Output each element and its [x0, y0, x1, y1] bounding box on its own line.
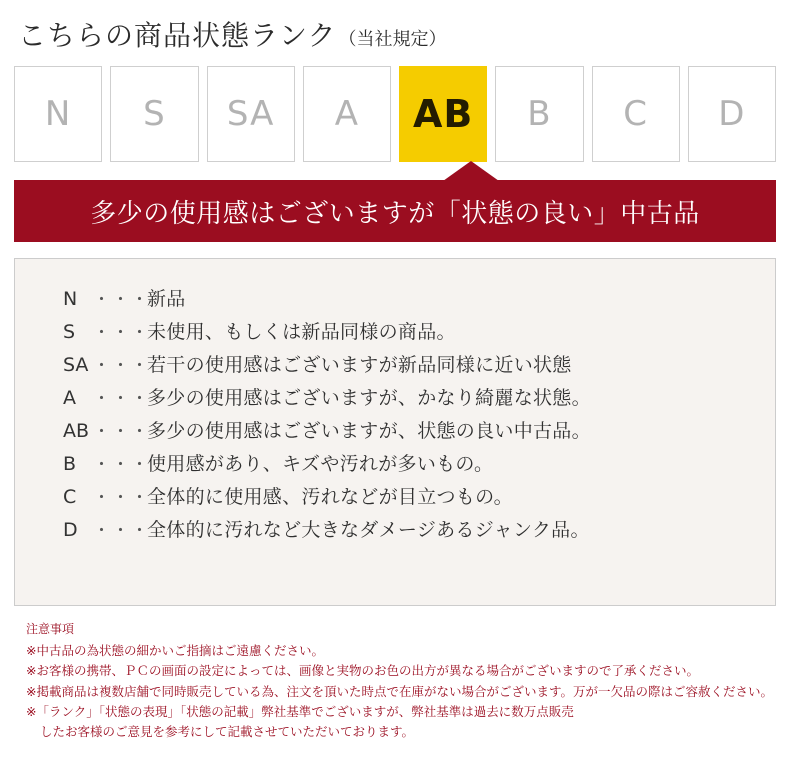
rank-box-d[interactable]: D — [688, 66, 776, 162]
definition-code: B — [63, 453, 77, 475]
rank-box-sa[interactable]: SA — [207, 66, 295, 162]
definition-text: 多少の使用感はございますが、かなり綺麗な状態。 — [147, 387, 591, 409]
selected-rank-banner: 多少の使用感はございますが「状態の良い」中古品 — [14, 180, 776, 242]
definition-code: S — [63, 321, 76, 343]
definition-text: 新品 — [147, 288, 186, 310]
triangle-pointer-icon — [443, 161, 499, 181]
definition-separator: ・・・ — [93, 455, 150, 475]
definition-separator: ・・・ — [93, 356, 150, 376]
page-title — [14, 0, 776, 62]
definition-separator: ・・・ — [93, 488, 150, 508]
rank-definition-table — [14, 258, 776, 606]
note-line: ※「ランク」「状態の表現」「状態の記載」弊社基準でございますが、弊社基準は過去に数万点販売 — [26, 703, 574, 719]
definition-code: N — [63, 288, 78, 310]
definition-code: D — [63, 519, 78, 541]
definition-code: SA — [63, 354, 89, 376]
notes-section — [14, 620, 776, 742]
rank-box-c[interactable]: C — [592, 66, 680, 162]
definition-row — [25, 380, 765, 413]
rank-box-n[interactable]: N — [14, 66, 102, 162]
definition-separator: ・・・ — [93, 389, 150, 409]
definition-row — [25, 314, 765, 347]
selected-rank-banner-wrap — [14, 180, 776, 242]
rank-box-a[interactable]: A — [303, 66, 391, 162]
definition-text: 全体的に使用感、汚れなどが目立つもの。 — [147, 486, 513, 508]
rank-box-s[interactable]: S — [110, 66, 198, 162]
definition-row — [25, 281, 765, 314]
definition-separator: ・・・ — [93, 521, 150, 541]
definition-code: C — [63, 486, 77, 508]
definition-separator: ・・・ — [93, 422, 150, 442]
definition-row — [25, 347, 765, 380]
notes-title: 注意事項 — [26, 622, 75, 636]
definition-row — [25, 479, 765, 512]
rank-box-ab-selected[interactable]: AB — [399, 66, 487, 162]
rank-scale — [14, 62, 776, 162]
definition-row — [25, 512, 765, 545]
definition-text: 使用感があり、キズや汚れが多いもの。 — [147, 453, 494, 475]
rank-box-b[interactable]: B — [495, 66, 583, 162]
definition-code: A — [63, 387, 76, 409]
definition-row — [25, 446, 765, 479]
note-line: ※掲載商品は複数店舗で同時販売している為、注文を頂いた時点で在庫がない場合がございます。万が一欠品の際はご容赦ください。 — [26, 683, 773, 699]
definition-text: 若干の使用感はございますが新品同様に近い状態 — [147, 354, 572, 376]
note-line: ※お客様の携帯、ＰＣの画面の設定によっては、画像と実物のお色の出方が異なる場合がございますので了承ください。 — [26, 663, 699, 679]
definition-text: 全体的に汚れなど大きなダメージあるジャンク品。 — [147, 519, 590, 541]
definition-separator: ・・・ — [93, 323, 150, 343]
page-title-main: こちらの商品状態ランク — [18, 19, 337, 52]
page-title-sub: （当社規定） — [338, 29, 447, 50]
definition-text: 多少の使用感はございますが、状態の良い中古品。 — [147, 420, 591, 442]
note-line: したお客様のご意見を参考にして記載させていただいております。 — [40, 724, 415, 739]
definition-separator: ・・・ — [93, 290, 150, 310]
definition-row — [25, 413, 765, 446]
definition-text: 未使用、もしくは新品同様の商品。 — [147, 321, 456, 343]
note-line: ※中古品の為状態の細かいご指摘はご遠慮ください。 — [26, 643, 324, 658]
definition-code: AB — [63, 420, 90, 442]
